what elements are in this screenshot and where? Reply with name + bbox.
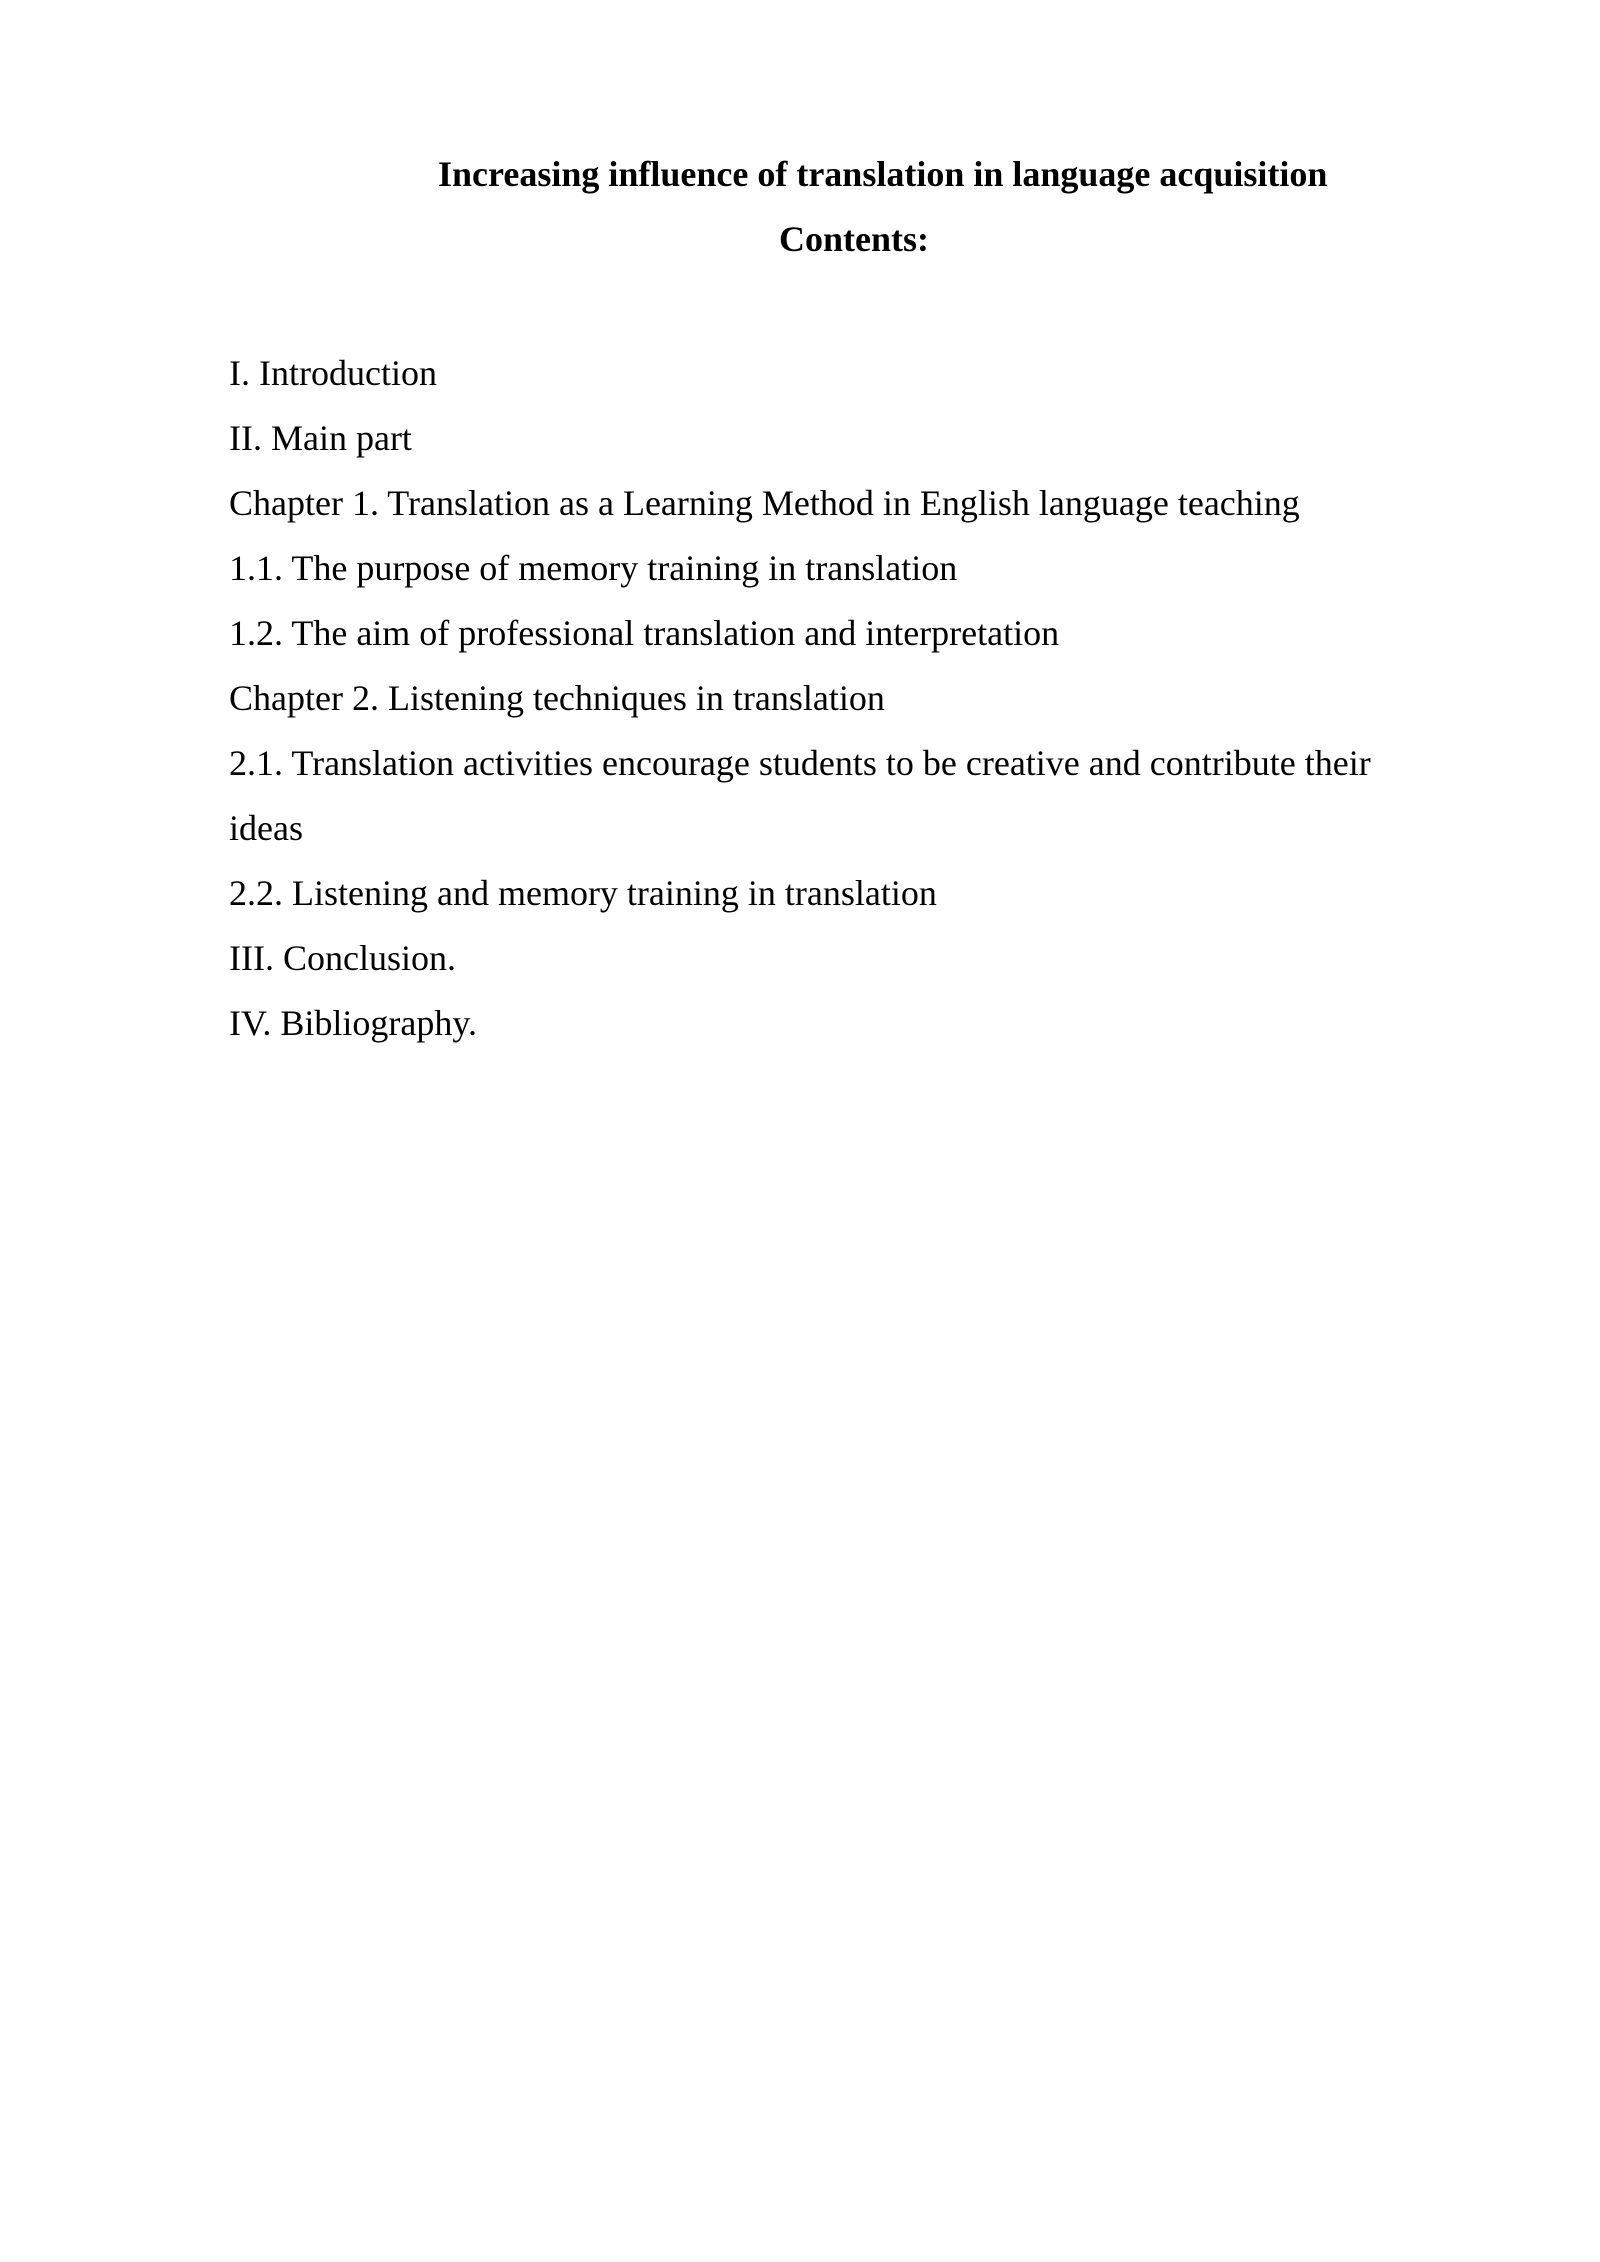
toc-item-chapter-1: Chapter 1. Translation as a Learning Method in English language teaching	[229, 483, 1300, 523]
toc-item-main-part: II. Main part	[229, 418, 412, 458]
toc-item-section-1-2: 1.2. The aim of professional translation and interpretation	[229, 613, 1060, 653]
toc-item-section-2-1: 2.1. Translation activities encourage students to be creative and contribute their ideas	[229, 743, 1371, 848]
toc-item-introduction: I. Introduction	[229, 353, 437, 393]
table-of-contents	[229, 341, 1441, 1056]
toc-item-conclusion: III. Conclusion.	[229, 938, 456, 978]
document-title: Increasing influence of translation in language acquisition	[438, 154, 1328, 194]
contents-heading: Contents:	[779, 219, 929, 259]
toc-item-bibliography: IV. Bibliography.	[229, 1003, 477, 1043]
toc-item-section-2-2: 2.2. Listening and memory training in translation	[229, 873, 937, 913]
toc-item-chapter-2: Chapter 2. Listening techniques in translation	[229, 678, 885, 718]
toc-item-section-1-1: 1.1. The purpose of memory training in translation	[229, 548, 958, 588]
